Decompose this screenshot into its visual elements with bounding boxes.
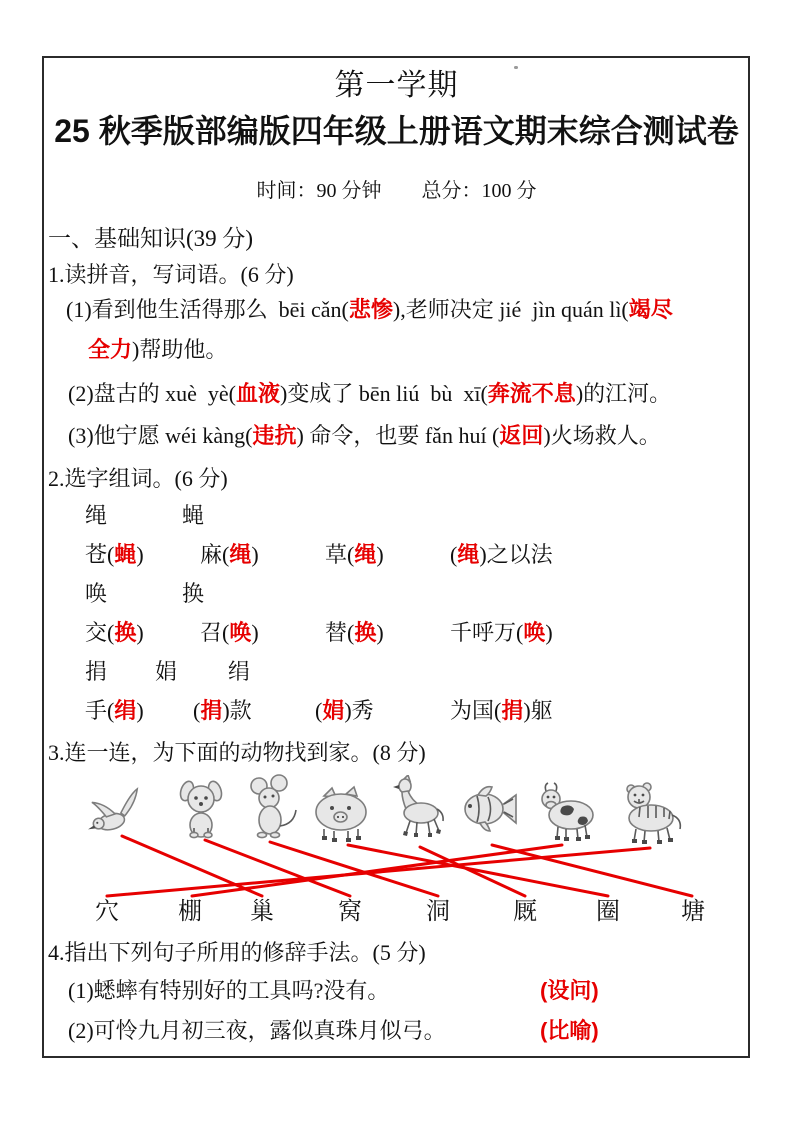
q2-item-juanxiu (315, 697, 374, 725)
q4-title: 4.指出下列句子所用的修辞手法。(5 分) (48, 940, 426, 965)
answer-biyu: (比喻) (540, 1018, 599, 1043)
answer-fanhui: 返回 (499, 423, 544, 448)
q2-item-masheng (200, 541, 259, 569)
answer-beican: 悲惨 (348, 297, 393, 322)
q2-f0-pre: 手( (85, 698, 115, 723)
q2-item-cangying (85, 541, 144, 569)
home-dong: 洞 (426, 899, 450, 925)
home-chao: 巢 (250, 899, 274, 925)
q2-f1-pre: ( (193, 698, 201, 723)
home-tang: 塘 (681, 899, 705, 925)
q2-b3-post: )之以法 (479, 542, 553, 567)
horse-image (390, 775, 445, 845)
q2-b2-pre: 草( (325, 542, 355, 567)
q2-item-zhaohuan (200, 619, 259, 647)
answer-sheng-1: 绳 (229, 542, 252, 567)
q2-d3-pre: 千呼万( (450, 620, 524, 645)
q2-char-juan2: 娟 (155, 659, 178, 684)
semester-heading: 第一学期 (334, 69, 459, 102)
q2-b1-pre: 麻( (200, 542, 230, 567)
q2-d3-post: ) (545, 620, 553, 645)
page-border (42, 56, 750, 1058)
answer-juan-4: 捐 (501, 698, 524, 723)
q1-l3-text-a: (2)盘古的 xuè yè( (68, 381, 237, 406)
q1-line-4 (68, 422, 661, 450)
q2-char-juan1: 捐 (85, 659, 108, 684)
q2-b0-pre: 苍( (85, 542, 115, 567)
q4-sentence-1: (1)蟋蟀有特别好的工具吗?没有。 (68, 978, 390, 1003)
answer-shewen: (设问) (540, 978, 599, 1003)
q3-title: 3.连一连，为下面的动物找到家。(8 分) (48, 740, 426, 765)
exam-meta: 时间：90 分钟 总分：100 分 (256, 180, 537, 202)
q1-l2-text: )帮助他。 (132, 337, 228, 362)
q2-d1-pre: 召( (200, 620, 230, 645)
q2-b1-post: ) (251, 542, 259, 567)
q2-d2-pre: 替( (325, 620, 355, 645)
exam-title: 25 秋季版部编版四年级上册语文期末综合测试卷 (54, 113, 739, 149)
q2-item-qianhuwanhuan (450, 619, 553, 647)
q2-char-ying: 蝇 (182, 503, 205, 528)
q2-b3-pre: ( (450, 542, 458, 567)
q1-l4-text-c: )火场救人。 (543, 423, 661, 448)
q1-line-3 (68, 380, 671, 408)
q1-line-1 (66, 296, 673, 324)
home-xue: 穴 (95, 899, 119, 925)
answer-weikang: 违抗 (252, 423, 297, 448)
bird-image (88, 784, 146, 840)
fish-image (460, 781, 518, 837)
q2-b0-post: ) (136, 542, 144, 567)
q2-d0-pre: 交( (85, 620, 115, 645)
home-quan: 圈 (596, 899, 620, 925)
q1-l4-text-a: (3)他宁愿 wéi kàng( (68, 423, 253, 448)
q1-title: 1.读拼音，写词语。(6 分) (48, 262, 294, 287)
q2-d0-post: ) (136, 620, 144, 645)
q2-d1-post: ) (251, 620, 259, 645)
q1-l1-text-a: (1)看到他生活得那么 bēi cǎn( (66, 297, 349, 322)
q4-sentence-2: (2)可怜九月初三夜，露似真珠月似弓。 (68, 1018, 446, 1043)
q1-l3-text-c: )的江河。 (575, 381, 672, 406)
mouse-image (244, 774, 298, 842)
q1-line-2 (88, 336, 227, 364)
q2-char-huan4b: 换 (182, 581, 205, 606)
section-1-heading: 一、基础知识(39 分) (48, 226, 254, 251)
dog-image (176, 778, 228, 840)
q2-f2-post: )秀 (344, 698, 374, 723)
q2-item-shoujuan (85, 697, 144, 725)
q2-b2-post: ) (376, 542, 384, 567)
tiger-image (618, 775, 682, 845)
q2-title: 2.选字组词。(6 分) (48, 466, 228, 491)
answer-sheng-3: 绳 (457, 542, 480, 567)
home-peng: 棚 (178, 899, 202, 925)
q2-f3-post: )躯 (523, 698, 553, 723)
q2-char-huan4: 唤 (85, 581, 108, 606)
q2-item-caosheng (325, 541, 384, 569)
answer-juan-1: 绢 (114, 698, 137, 723)
answer-juan-2: 捐 (200, 698, 223, 723)
answer-quanli: 全力 (88, 337, 133, 362)
q2-item-weiguojuanqu (450, 697, 553, 725)
home-wo: 窝 (338, 899, 362, 925)
q2-f1-post: )款 (222, 698, 252, 723)
q2-item-shengzhiyifa (450, 541, 553, 569)
q2-item-jiaohuan (85, 619, 144, 647)
answer-sheng-2: 绳 (354, 542, 377, 567)
q2-f2-pre: ( (315, 698, 323, 723)
q2-d2-post: ) (376, 620, 384, 645)
q1-l3-text-b: )变成了 bēn liú bù xī( (280, 381, 488, 406)
answer-juan-3: 娟 (322, 698, 345, 723)
q1-l1-text-b: ),老师决定 jié jìn quán lì( (392, 297, 629, 322)
q2-char-juan3: 绢 (228, 659, 251, 684)
answer-benliubuxi: 奔流不息 (487, 381, 576, 406)
answer-ying: 蝇 (114, 542, 137, 567)
answer-huan-2: 唤 (229, 620, 252, 645)
home-jiu: 厩 (513, 899, 537, 925)
q1-l4-text-b: ) 命令，也要 fǎn huí ( (296, 423, 500, 448)
q2-f3-pre: 为国( (450, 698, 502, 723)
answer-huan-1: 换 (114, 620, 137, 645)
cow-image (538, 779, 596, 841)
q2-item-juankuan (193, 697, 252, 725)
q2-item-tihuan (325, 619, 384, 647)
answer-xueye: 血液 (236, 381, 281, 406)
q2-f0-post: ) (136, 698, 144, 723)
q2-char-sheng: 绳 (85, 503, 108, 528)
pig-image (310, 784, 372, 842)
answer-huan-3: 换 (354, 620, 377, 645)
answer-huan-4: 唤 (523, 620, 546, 645)
answer-jiejin: 竭尽 (628, 297, 673, 322)
